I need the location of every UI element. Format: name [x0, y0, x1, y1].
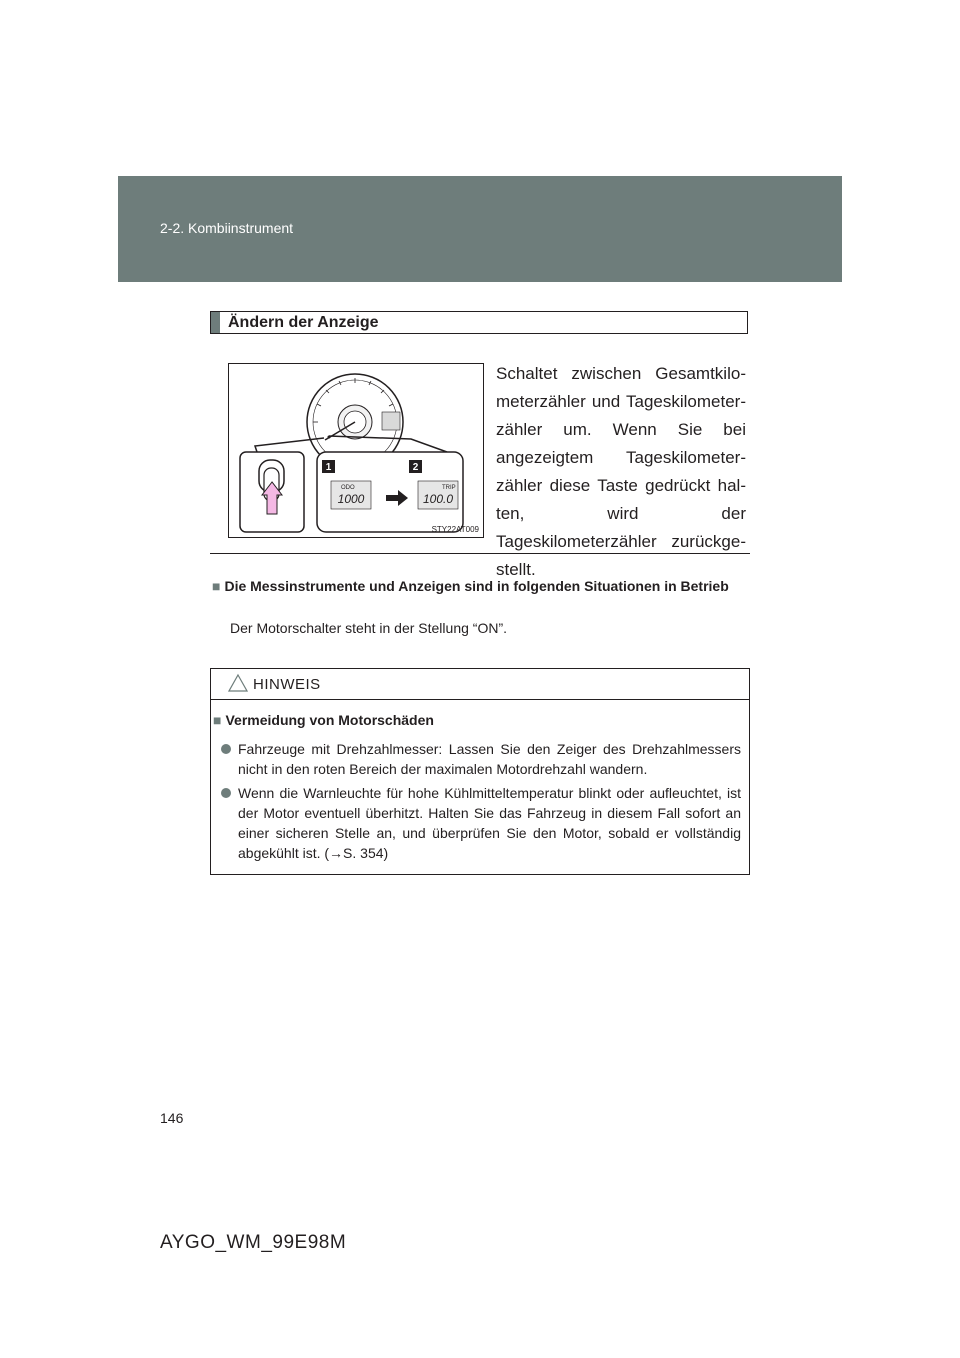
- warning-triangle-icon: [228, 673, 248, 693]
- title-accent-bar: [211, 312, 220, 333]
- square-bullet-icon: ■: [213, 712, 222, 728]
- warning-item: [221, 783, 741, 863]
- document-code: AYGO_WM_99E98M: [160, 1232, 347, 1253]
- warning-item-text: Fahrzeuge mit Drehzahlmesser: Lassen Sie den Zeiger des Drehzahlmessers nicht in den roten Bereich der maximalen Motordrehzahl wandern.: [238, 741, 741, 777]
- figure-code: STY22AT009: [431, 525, 479, 534]
- warning-label: HINWEIS: [253, 676, 321, 693]
- bullet-dot-icon: [221, 788, 231, 798]
- section-title: Ändern der Anzeige: [228, 314, 379, 331]
- trip-value: 100.0: [422, 492, 454, 506]
- page-number: 146: [160, 1110, 184, 1126]
- warning-item-text: Wenn die Warnleuchte für hohe Kühlmitteltemperatur blinkt oder aufleuchtet, ist der Motor eventuell überhitzt. Halten Sie das Fahrzeug in diesem Fall sofort an einer sicheren Stelle an, und überprüfen Sie den Motor, sobald er vollständig abgekühlt ist. (→S. 354): [238, 785, 741, 861]
- note-heading-text: Die Messinstrumente und Anzeigen sind in folgenden Situationen in Betrieb: [224, 578, 729, 594]
- divider: [210, 553, 750, 554]
- warning-subheading-text: Vermeidung von Motorschäden: [225, 712, 434, 728]
- callout-2: 2: [412, 462, 419, 473]
- callout-1: 1: [325, 462, 332, 473]
- odo-label: ODO: [341, 485, 355, 491]
- bullet-dot-icon: [221, 744, 231, 754]
- odo-value: 1000: [337, 492, 365, 506]
- description-text: Schaltet zwischen Gesamtkilometerzähler und Tageskilometerzähler um. Wenn Sie bei angezeigtem Tageskilometerzähler diese Taste gedrückt halten, wird der Tageskilometerzähler zurückgestellt.: [496, 364, 746, 579]
- trip-label: TRIP: [442, 485, 456, 491]
- warning-box: [210, 668, 750, 875]
- square-bullet-icon: ■: [212, 578, 221, 594]
- warning-subheading: [213, 712, 434, 728]
- note-heading: [212, 576, 746, 596]
- instrument-figure: [228, 363, 484, 538]
- warning-item: [221, 739, 741, 779]
- section-label: 2-2. Kombiinstrument: [160, 220, 294, 236]
- note-text: Der Motorschalter steht in der Stellung “ON”.: [230, 620, 507, 636]
- warning-header: [211, 669, 749, 700]
- instrument-illustration: [229, 364, 485, 539]
- section-title-box: [210, 311, 748, 334]
